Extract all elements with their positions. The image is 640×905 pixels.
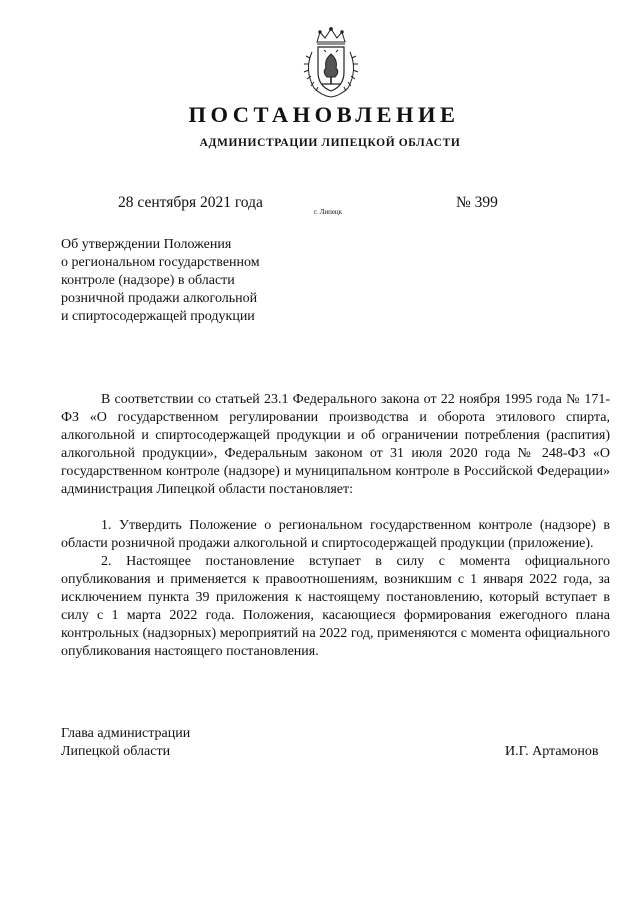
subject-line: контроле (надзоре) в области <box>61 273 235 288</box>
item-1-paragraph: 1. Утвердить Положение о региональном государственном контроле (надзоре) в области розничной продажи алкогольной и спиртосодержащей продукции (приложение). <box>61 518 610 551</box>
coat-of-arms-icon <box>300 26 362 100</box>
subject-line: о региональном государственном <box>61 255 260 270</box>
signatory-name: И.Г. Артамонов <box>505 744 599 759</box>
subject-line: и спиртосодержащей продукции <box>61 309 255 324</box>
signatory-position-line: Глава администрации <box>61 726 191 741</box>
item-2-paragraph: 2. Настоящее постановление вступает в силу с момента официального опубликования и применяется к правоотношениям, возникшим с 1 января 2022 года, за исключением пункта 39 приложения к настоящему постановлению, который вступает в силу с 1 марта 2022 года. Положения, касающиеся формирования ежегодного плана контрольных (надзорных) мероприятий на 2022 год, применяются с момента официального опубликования настоящего постановления. <box>61 554 610 659</box>
signatory-position <box>61 725 190 761</box>
document-city: г. Липецк <box>314 208 343 216</box>
subject-line: Об утверждении Положения <box>61 237 232 252</box>
document-number: № 399 <box>456 194 498 211</box>
signatory-position-line: Липецкой области <box>61 744 171 759</box>
subject-line: розничной продажи алкогольной <box>61 291 258 306</box>
document-date: 28 сентября 2021 года <box>118 194 263 211</box>
preamble-paragraph: В соответствии со статьей 23.1 Федерального закона от 22 ноября 1995 года № 171-ФЗ «О государственном регулировании производства и оборота этилового спирта, алкогольной и спиртосодержащей продукции и об ограничении потребления (распития) алкогольной продукции», Федеральным законом от 31 июля 2020 года № 248-ФЗ «О государственном контроле (надзоре) и муниципальном контроле в Российской Федерации» администрация Липецкой области постановляет: <box>61 392 610 497</box>
document-subject <box>61 236 301 326</box>
document-subtitle: АДМИНИСТРАЦИИ ЛИПЕЦКОЙ ОБЛАСТИ <box>199 137 461 149</box>
document-title: ПОСТАНОВЛЕНИЕ <box>188 102 460 127</box>
document-body <box>61 391 610 661</box>
